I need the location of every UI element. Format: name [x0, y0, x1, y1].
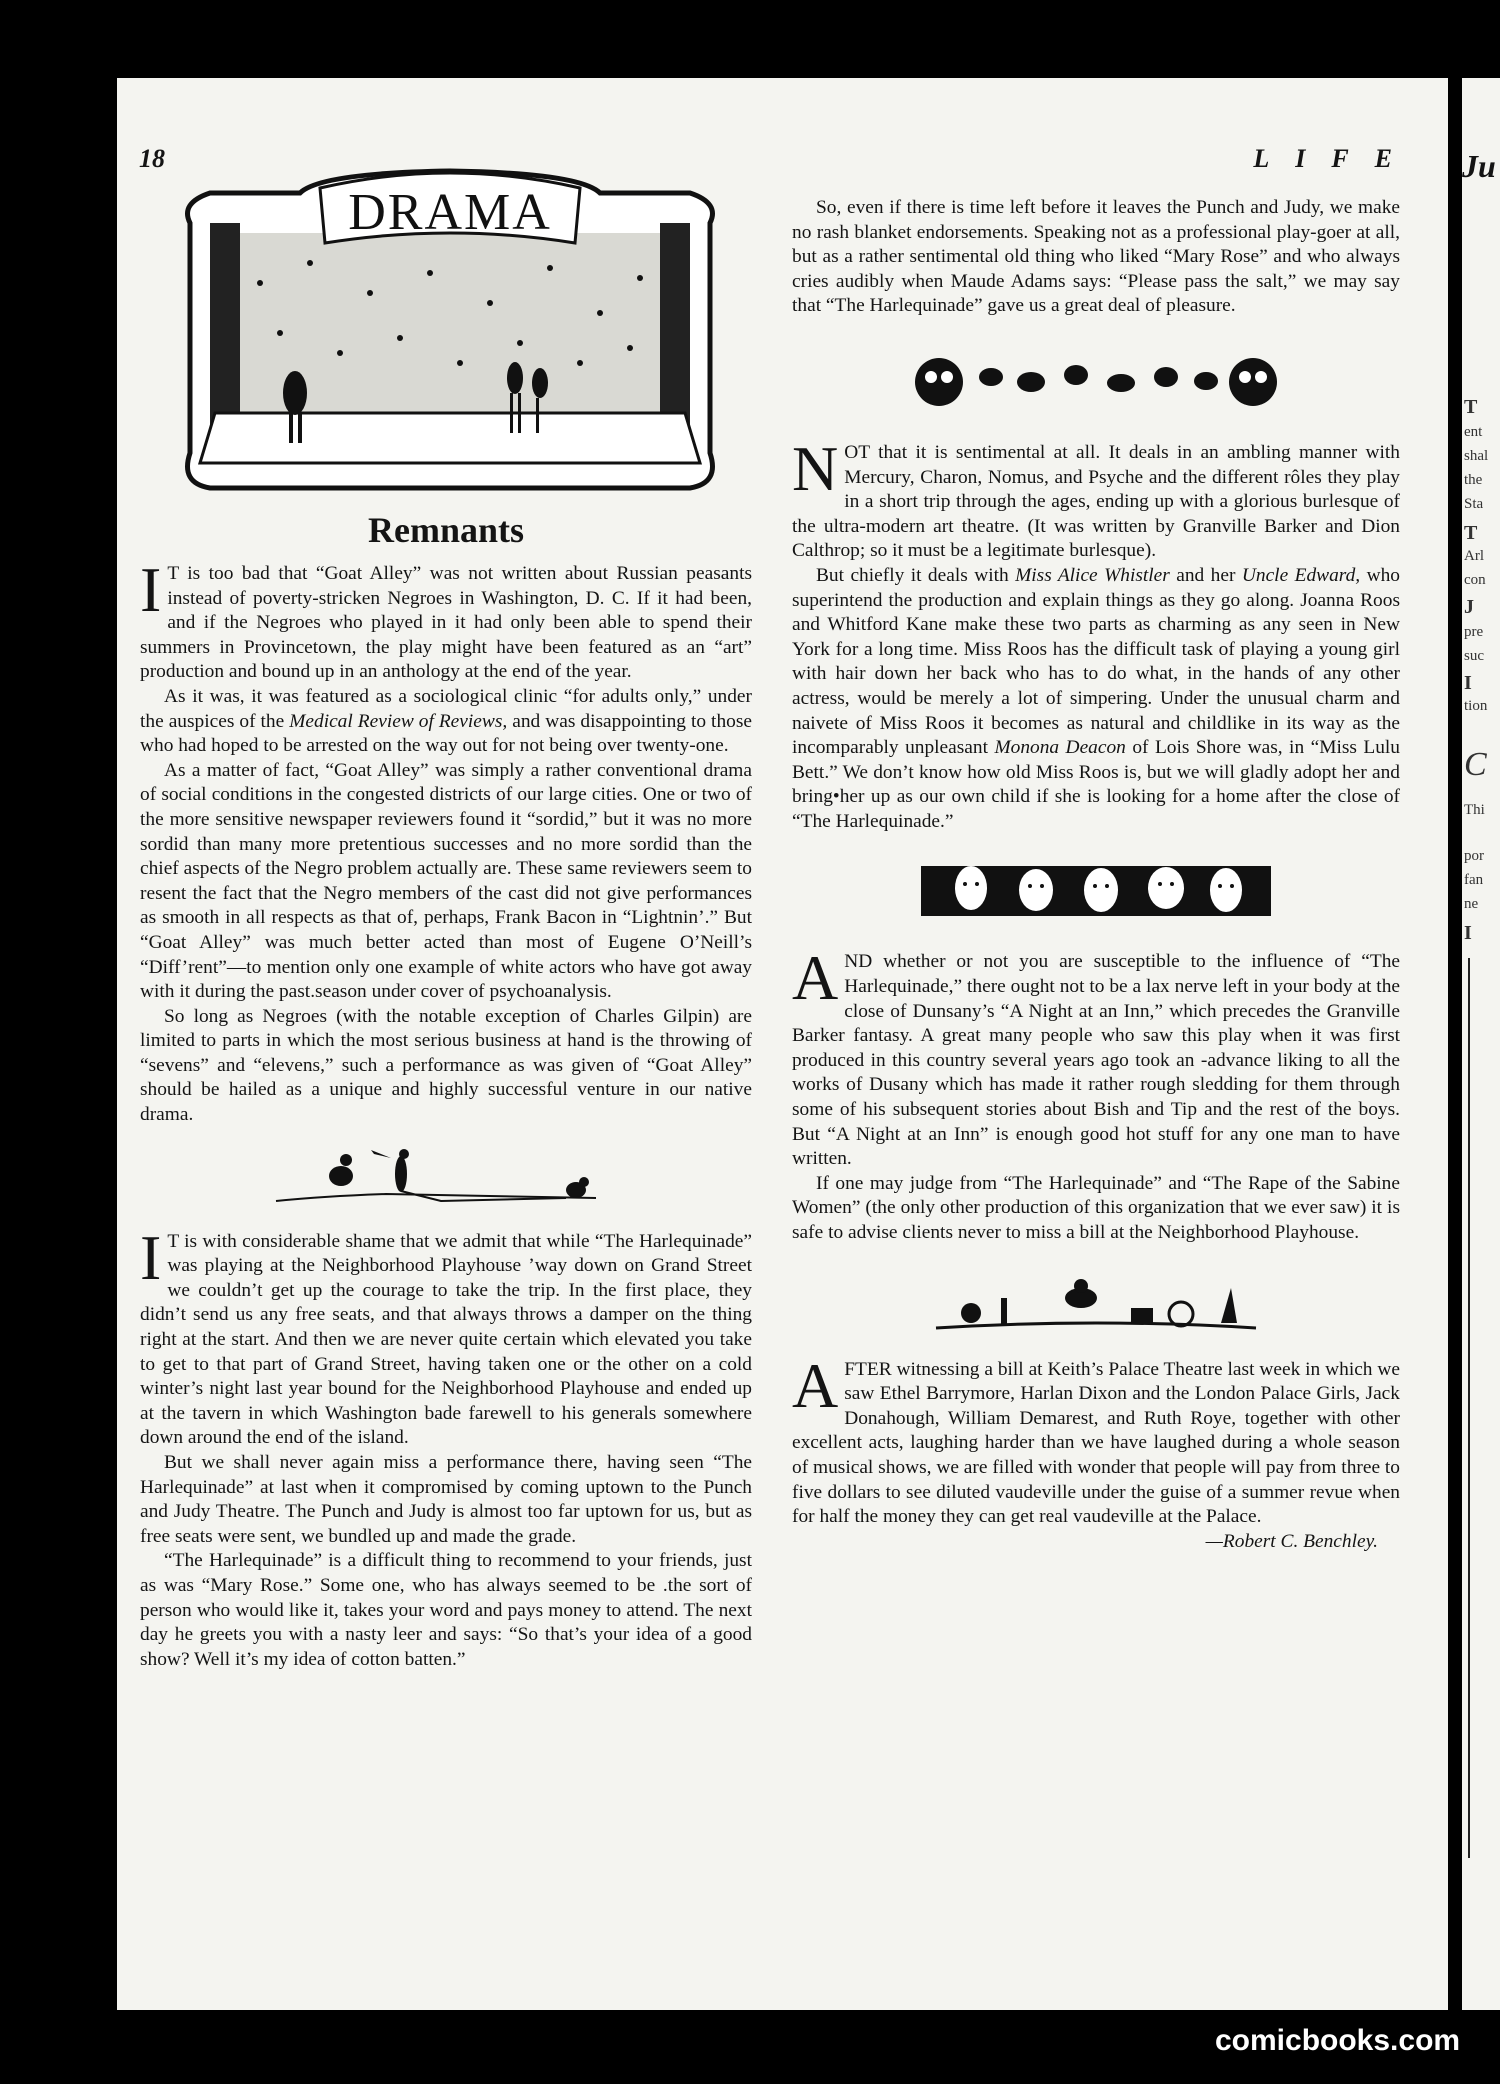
props-ornament — [792, 1268, 1400, 1338]
drop-cap: I — [140, 554, 162, 625]
drop-cap: I — [140, 1221, 162, 1293]
paragraph-sabine-women: If one may judge from “The Harlequinade” and “The Rape of the Sabine Women” (the only other production of this organization that we ever saw) it is safe to advise clients never to miss a bill at the Neighborhood Playhouse. — [792, 1172, 1400, 1243]
paragraph-goat-alley-1: I T is too bad that “Goat Alley” was not written about Russian peasants instead of poverty-stricken Negroes in Washington, D. C. If it had been, and if the Negroes who played in it had only been able to spend their summers in Provincetown, the play might have been featured as an “art” production and bound up in an anthology at the end of the year. — [140, 554, 752, 683]
next-page-edge: Ju T ent shal the Sta T Arl con J pre suc I tion C Thi por fan ne I — [1462, 78, 1500, 2010]
paragraph-harlequinade-2: But we shall never again miss a performance there, having seen “The Harlequinade” at last when it compromised by coming uptown to the Punch and Judy Theatre. The Punch and Judy is almost too far uptown for us, but as free seats were sent, we bundled up and made the grade. — [140, 1452, 752, 1547]
theatre-stage-drawing — [170, 163, 730, 503]
paragraph-alice-whistler: But chiefly it deals with Miss Alice Whistler and her Uncle Edward, who superintend the production and explain things as they go along. Joanna Roos and Whitford Kane make these two parts as charming as any seen in New York for a long time. Miss Roos has the difficult task of playing a young girl with hair down her back who has to do what, in the hands of any other actress, would be merely a lot of simpering. Under the unusual charm and naivete of Miss Roos it becomes as natural and childlike in its way as the incomparably unpleasant Monona Deacon of Lois Shore was, in “Miss Lulu Bett.” We don’t know how old Miss Roos is, but we will gladly adopt her and bring•her up as our own child if she is looking for a home after the close of “The Harlequinade.” — [792, 564, 1401, 832]
next-page-box-border — [1468, 958, 1500, 1858]
drama-lettering: DRAMA — [348, 184, 552, 241]
dancers-ornament — [140, 1146, 752, 1216]
author-signature: —Robert C. Benchley. — [1205, 1530, 1378, 1552]
drop-cap: N — [792, 432, 839, 504]
magazine-page — [117, 78, 1448, 2010]
drop-cap: A — [792, 942, 839, 1014]
drama-banner-illustration — [140, 163, 752, 508]
watermark: comicbooks.com — [1215, 2024, 1461, 2057]
paragraph-night-at-inn: AND whether or not you are susceptible to the influence of “The Harlequinade,” there ought not to be a lax nerve left in your body at the close of Dunsany’s “A Night at an Inn,” which precedes the Granville Barker fantasy. A great many people who saw this play when it was first produced in this country several years ago took an -advance liking to all the works of Dusany which has made it rather rough sledding for them through some of his subsequent stories about Bish and Tip and the rest of the boys. But “A Night at an Inn” is enough good hot stuff for any one man to have written. — [792, 942, 1400, 1170]
drop-cap: A — [792, 1349, 839, 1421]
paragraph-not-sentimental: NOT that it is sentimental at all. It deals in an ambling manner with Mercury, Charon, Nomus, and Psyche and the different rôles they play in a short trip through the ages, ending up with a glorious burlesque of the ultra-modern art theatre. (It was written by Granville Barker and Dion Calthrop; so it must be a legitimate burlesque). — [792, 432, 1400, 562]
paragraph-goat-alley-4: So long as Negroes (with the notable exception of Charles Gilpin) are limited to parts in which the most serious business at hand is the throwing of “sevens” and “elevens,” such a performance as was given of “Goat Alley” should be hailed as a unique and highly successful venture in our native drama. — [140, 1005, 752, 1126]
faces-ornament — [792, 860, 1400, 922]
left-column — [140, 163, 752, 1672]
page-number: 18 — [139, 144, 165, 173]
article-headline: Remnants — [367, 510, 524, 550]
paragraph-keiths-palace: AFTER witnessing a bill at Keith’s Palace Theatre last week in which we saw Ethel Barrymore, Harlan Dixon and the London Palace Girls, Jack Donahough, William Demarest, and Ruth Roye, together with other excellent acts, laughing harder than we have laughed during a whole season of musical shows, we are filled with wonder that people will pay from three to five dollars to see diluted vaudeville under the guise of a summer revue when for half the money they can get real vaudeville at the Palace. — [792, 1349, 1400, 1528]
paragraph-goat-alley-2: As it was, it was featured as a sociological clinic “for adults only,” under the auspices of the Medical Review of Reviews, and was disappointing to those who had hoped to be arrested on the way out for not being over twenty-one. — [140, 685, 752, 757]
paragraph-harlequinade-3: “The Harlequinade” is a difficult thing to recommend to your friends, just as was “Mary Rose.” Some one, who has always seemed to be .the sort of person who would like it, takes your word and pays money to attend. The next day he greets you with a nasty leer and says: “So that’s your idea of a good show? Well it’s my idea of cotton batten.” — [140, 1550, 752, 1670]
paragraph-harlequinade-1: I T is with considerable shame that we admit that while “The Harlequinade” was playing at the Neighborhood Playhouse ’way down on Grand Street we couldn’t get up the courage to take the trip. In the first place, they didn’t send us any free seats, and that always throws a damper on the thing right at the start. And then we are never quite certain which elevated you take to get to that part of Grand Street, having taken one or the other on a cold winter’s night last year bound for the Neighborhood Playhouse and ended up at the tavern in which Washington bade farewell to his generals somewhere down around the end of the island. — [140, 1221, 752, 1449]
paragraph-goat-alley-3: As a matter of fact, “Goat Alley” was simply a rather conventional drama of social conditions in the congested districts of our large cities. One or two of the more sensitive newspaper reviewers found it “sordid,” but it was no more sordid than many more pretentious successes and no more sordid than the chief aspects of the Negro problem actually are. These same reviewers seem to resent the fact that the Negro members of the cast did not give performances as smooth in all respects as that of, perhaps, Frank Bacon in “Lightnin’.” But “Goat Alley” was much better acted than most of Eugene O’Neill’s “Diff’rent”—to mention only one example of white actors who have got away with it during the past.season under cover of psychoanalysis. — [140, 759, 752, 1003]
magazine-title: LIFE — [1253, 144, 1418, 173]
next-page-header-fragment: Ju — [1462, 148, 1496, 184]
right-column — [792, 196, 1400, 1554]
paragraph-punch-judy: So, even if there is time left before it leaves the Punch and Judy, we make no rash blanket endorsements. Speaking not as a professional play-goer at all, but as a rather sentimental old thing who liked “Mary Rose” and who always cries audibly when Maude Adams says: “Please pass the salt,” we may say that “The Harlequinade” gave us a great deal of pleasure. — [792, 197, 1400, 317]
masks-ornament — [792, 347, 1400, 417]
